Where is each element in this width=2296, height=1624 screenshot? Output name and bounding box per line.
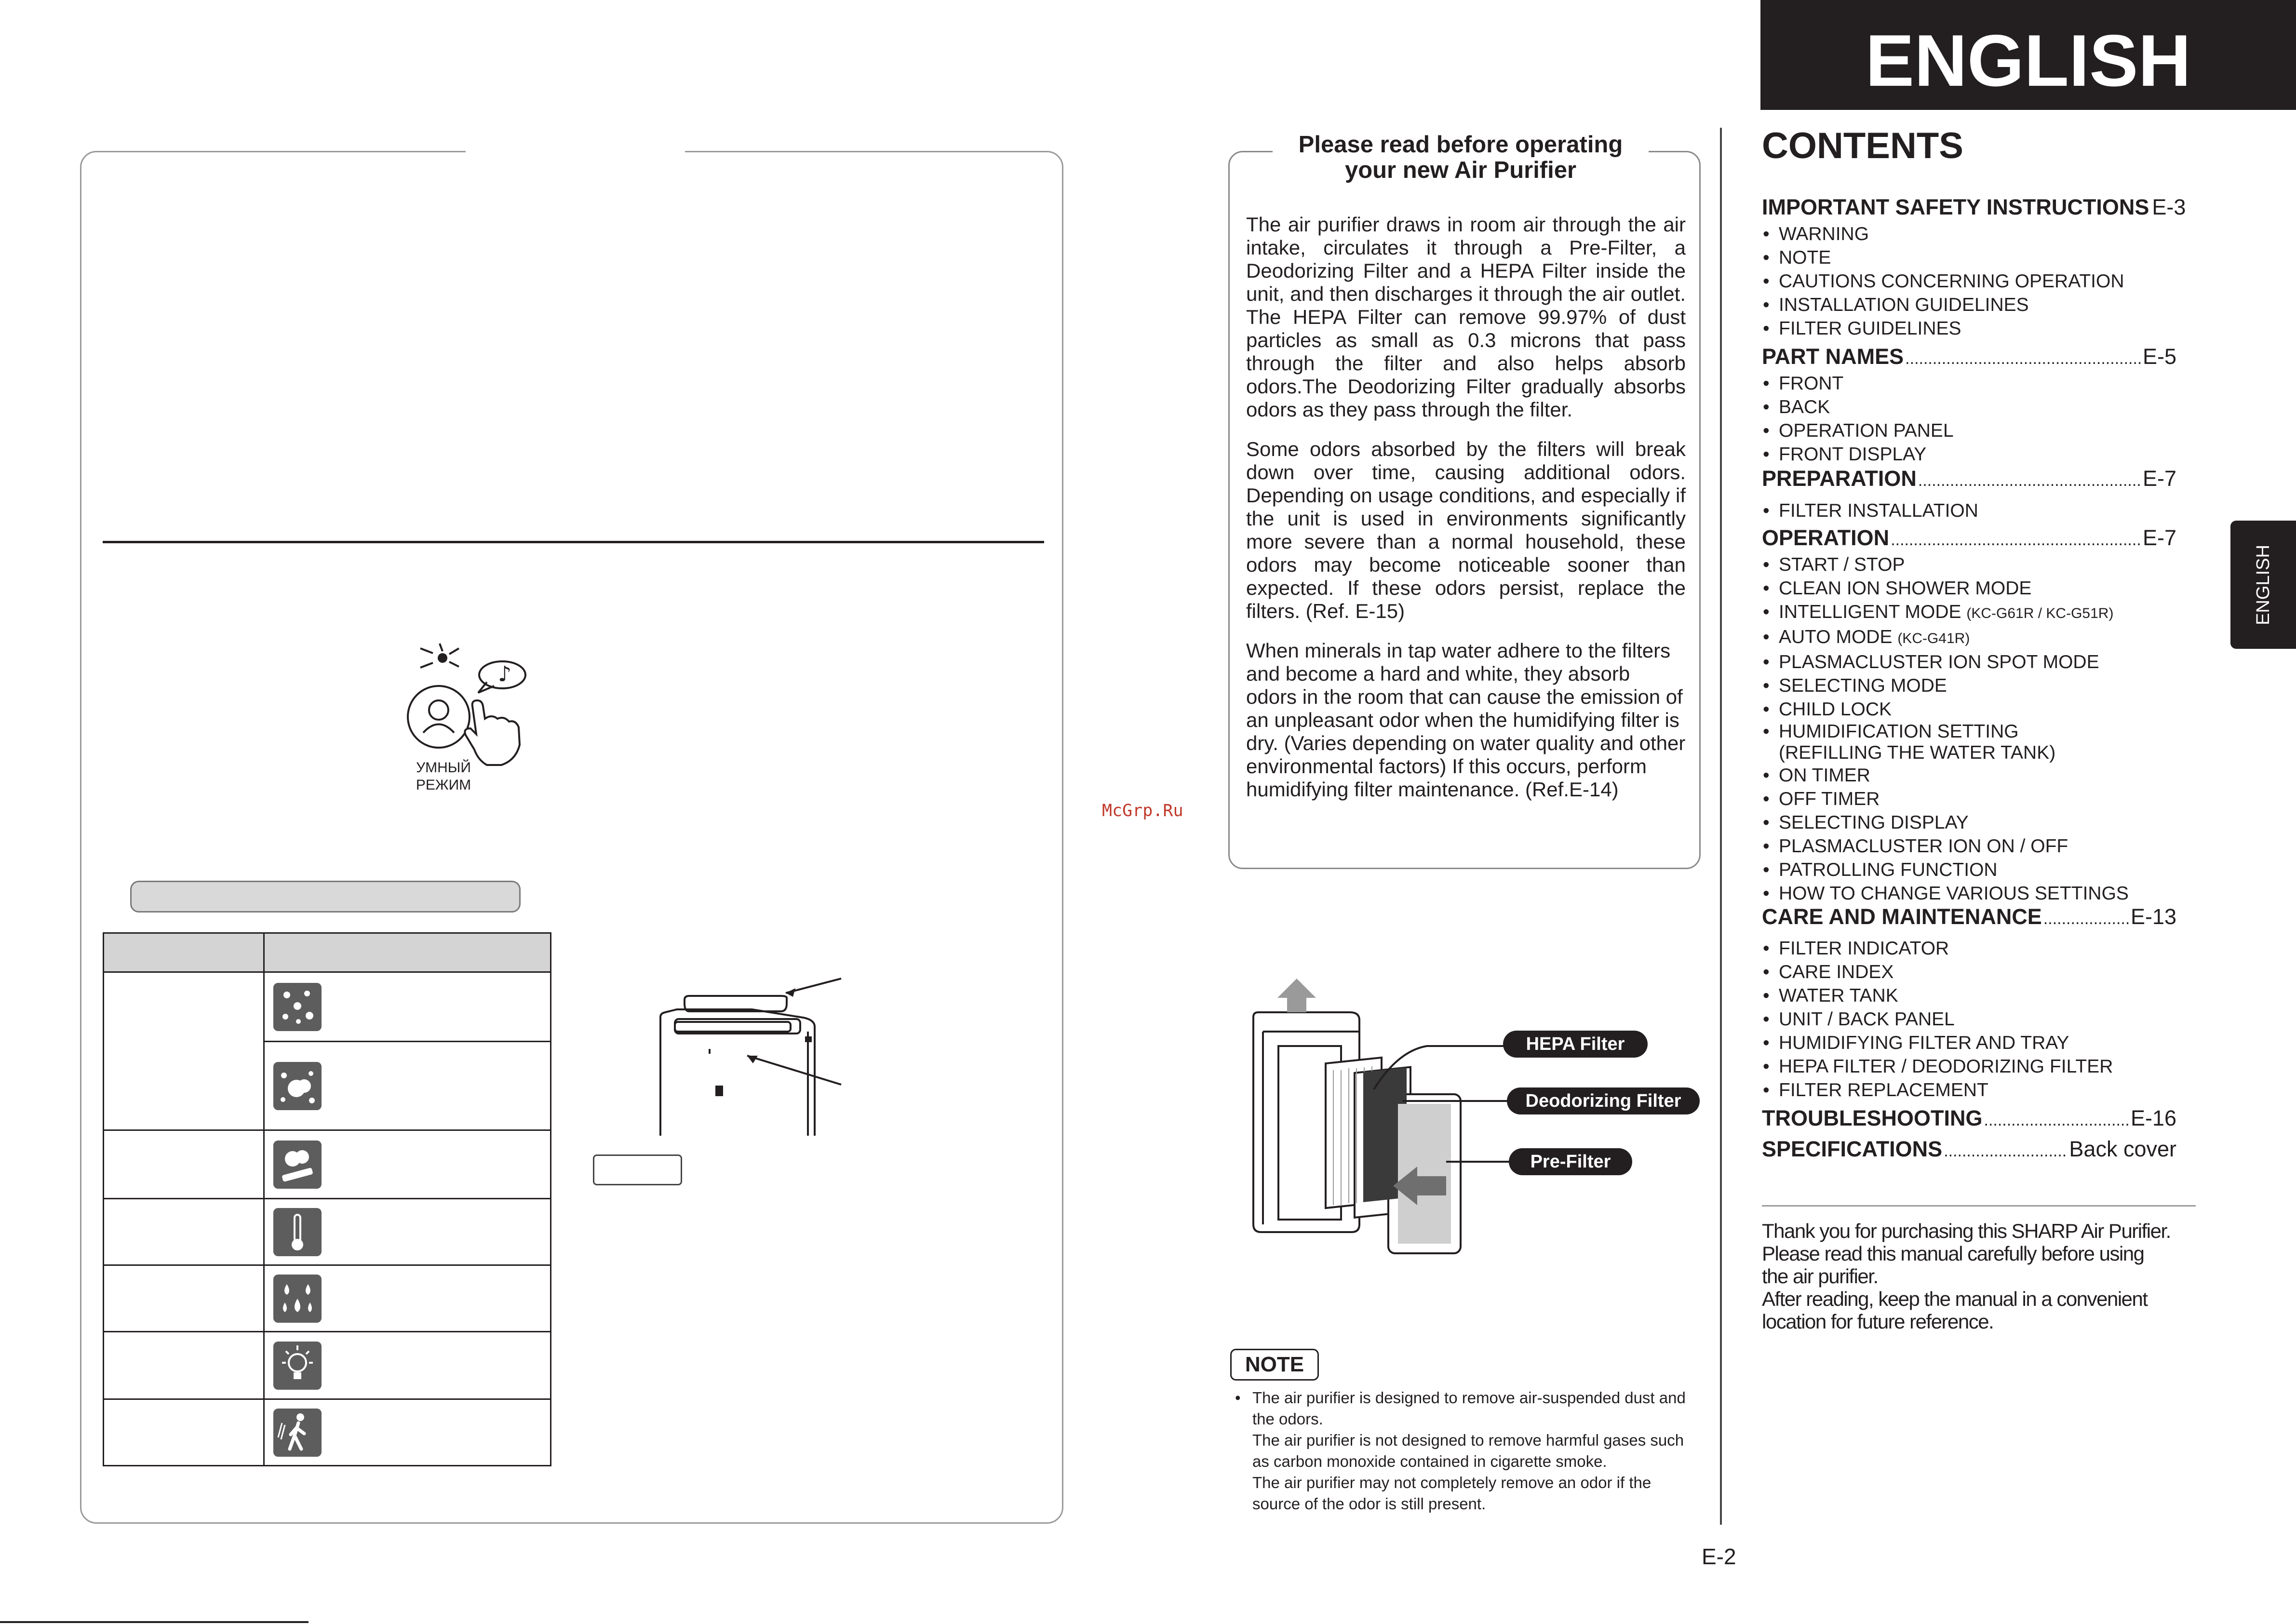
- thanks-line: location for future reference.: [1762, 1310, 1994, 1333]
- toc-subitem[interactable]: • FRONT DISPLAY: [1762, 443, 2186, 466]
- toc-list-care: [1762, 937, 2186, 1102]
- toc-leader: [1918, 467, 2141, 494]
- toc-subitem[interactable]: • PLASMACLUSTER ION ON / OFF: [1762, 834, 2186, 858]
- mode-button-label: [395, 759, 492, 794]
- sensor-icon-table: [103, 932, 551, 1466]
- toc-subitem[interactable]: • WARNING: [1762, 222, 2186, 246]
- pointing-hand-icon: [465, 700, 520, 765]
- toc-subitem-humidification[interactable]: [1762, 721, 2186, 764]
- pre-filter-label: Pre-Filter: [1509, 1148, 1632, 1175]
- thanks-line: After reading, keep the manual in a convenient: [1762, 1288, 2148, 1310]
- toc-page: E-7: [2142, 525, 2176, 550]
- toc-model-note: (KC-G61R / KC-G51R): [1966, 605, 2114, 621]
- toc-entry-troubleshooting[interactable]: [1762, 1105, 2176, 1134]
- table-row: [104, 1332, 551, 1399]
- toc-list-operation: [1762, 553, 2186, 905]
- toc-subitem[interactable]: • HOW TO CHANGE VARIOUS SETTINGS: [1762, 882, 2186, 905]
- table-cell: [264, 1399, 551, 1466]
- table-header-row: [104, 933, 551, 972]
- toc-subitem[interactable]: • PLASMACLUSTER ION SPOT MODE: [1762, 650, 2186, 674]
- table-row: [104, 1130, 551, 1199]
- thanks-line: Please read this manual carefully before using: [1762, 1242, 2144, 1265]
- section-divider-line: [103, 541, 1044, 543]
- toc-model-note: (KC-G41R): [1897, 631, 1970, 646]
- toc-entry-part-names[interactable]: [1762, 343, 2176, 372]
- table-header-cell: [264, 933, 551, 972]
- table-row: [104, 1265, 551, 1332]
- note-text: The air purifier is not designed to remove harmful gases such as carbon monoxide contained in cigarette smoke.: [1252, 1431, 1684, 1470]
- mode-button-circle: [408, 686, 470, 748]
- notice-title-line2: your new Air Purifier: [1344, 157, 1577, 183]
- toc-subitem[interactable]: • BACK: [1762, 395, 2186, 419]
- table-cell: [104, 1199, 264, 1265]
- toc-subitem-text: (REFILLING THE WATER TANK): [1779, 742, 2056, 763]
- toc-subitem[interactable]: • INSTALLATION GUIDELINES: [1762, 293, 2186, 317]
- table-cell: [264, 1199, 551, 1265]
- toc-leader: [1984, 1107, 2129, 1134]
- table-cell: [104, 1332, 264, 1399]
- table-cell: [104, 972, 264, 1130]
- toc-subitem[interactable]: • OFF TIMER: [1762, 787, 2186, 811]
- light-ray: [440, 644, 443, 651]
- toc-entry-care[interactable]: [1762, 903, 2176, 932]
- toc-page: E-3: [2152, 195, 2186, 219]
- note-badge: NOTE: [1230, 1349, 1319, 1381]
- toc-entry-preparation[interactable]: [1762, 465, 2176, 494]
- thermometer-icon: [273, 1208, 322, 1256]
- toc-leader: [1944, 1138, 2068, 1165]
- toc-title: CARE AND MAINTENANCE: [1762, 904, 2042, 929]
- thanks-line: the air purifier.: [1762, 1265, 1878, 1288]
- toc-subitem[interactable]: • CLEAN ION SHOWER MODE: [1762, 577, 2186, 600]
- thanks-divider: [1762, 1205, 2196, 1207]
- language-header-tab: ENGLISH: [1760, 0, 2296, 110]
- toc-subitem[interactable]: • UNIT / BACK PANEL: [1762, 1007, 2186, 1031]
- notice-title: [1273, 132, 1649, 183]
- side-tab-text: ENGLISH: [2253, 544, 2273, 625]
- table-cell: [104, 1265, 264, 1332]
- toc-page: E-5: [2142, 344, 2176, 369]
- toc-subitem[interactable]: • ON TIMER: [1762, 764, 2186, 787]
- toc-subitem[interactable]: • FILTER REPLACEMENT: [1762, 1078, 2186, 1102]
- toc-subitem[interactable]: • HUMIDIFYING FILTER AND TRAY: [1762, 1031, 2186, 1055]
- small-label-box: [593, 1154, 682, 1185]
- filter-exploded-illustration: [1244, 974, 1514, 1273]
- grey-heading-bar: [130, 881, 521, 913]
- thanks-line: Thank you for purchasing this SHARP Air Purifier.: [1762, 1220, 2171, 1242]
- toc-subitem[interactable]: • NOTE: [1762, 246, 2186, 269]
- toc-subitem[interactable]: • CARE INDEX: [1762, 960, 2186, 984]
- contents-title: CONTENTS: [1762, 125, 1963, 166]
- toc-leader: [1891, 526, 2141, 553]
- light-ray: [420, 663, 433, 668]
- toc-subitem[interactable]: • FILTER GUIDELINES: [1762, 317, 2186, 340]
- toc-subitem[interactable]: • FILTER INDICATOR: [1762, 937, 2186, 960]
- toc-title: TROUBLESHOOTING: [1762, 1106, 1983, 1130]
- toc-subitem[interactable]: • CAUTIONS CONCERNING OPERATION: [1762, 269, 2186, 293]
- intelligent-mode-button-illustration: [395, 634, 540, 774]
- toc-subitem[interactable]: • HEPA FILTER / DEODORIZING FILTER: [1762, 1055, 2186, 1078]
- notice-title-line1: Please read before operating: [1298, 132, 1623, 158]
- toc-subitem-text: AUTO MODE: [1779, 627, 1893, 647]
- unit-top-illustration: [656, 969, 848, 1142]
- toc-title: IMPORTANT SAFETY INSTRUCTIONS: [1762, 195, 2149, 219]
- callout-leader-line: [747, 1056, 841, 1085]
- toc-page: E-7: [2142, 466, 2176, 491]
- hepa-filter-label: HEPA Filter: [1503, 1031, 1648, 1058]
- light-bulb-icon: [273, 1342, 322, 1390]
- page-number: E-2: [1702, 1544, 1736, 1569]
- table-cell: [264, 1130, 551, 1199]
- table-cell: [104, 1130, 264, 1199]
- toc-list-preparation: [1762, 499, 2186, 523]
- toc-subitem[interactable]: • WATER TANK: [1762, 984, 2186, 1007]
- airflow-up-arrow: [1277, 979, 1316, 1012]
- toc-subitem[interactable]: • CHILD LOCK: [1762, 698, 2186, 721]
- toc-subitem-auto[interactable]: [1762, 625, 2186, 650]
- page-bottom-rule: [0, 1621, 309, 1623]
- toc-subitem-text: HUMIDIFICATION SETTING: [1779, 721, 2019, 742]
- mode-label-line1: УМНЫЙ: [416, 760, 471, 776]
- deodorizing-filter-label: Deodorizing Filter: [1507, 1087, 1700, 1114]
- table-cell: [264, 1265, 551, 1332]
- toc-list-part-names: [1762, 372, 2186, 466]
- notice-paragraph-2: Some odors absorbed by the filters will break down over time, causing additional odors. Depending on usage conditions, and especially if the unit is used in environments significantly more severe than a normal household, these odors may become noticeable sooner than expected. If these odors persist, replace the filters. (Ref. E-15): [1246, 438, 1686, 622]
- language-side-tab-label: [2230, 521, 2296, 649]
- note-text: The air purifier may not completely remove an odor if the source of the odor is still present.: [1252, 1474, 1652, 1513]
- toc-leader: [2043, 905, 2129, 932]
- toc-title: PREPARATION: [1762, 466, 1917, 491]
- table-header-cell: [104, 933, 264, 972]
- toc-subitem-intelligent[interactable]: [1762, 600, 2186, 625]
- toc-subitem[interactable]: • PATROLLING FUNCTION: [1762, 858, 2186, 882]
- toc-page: E-13: [2130, 904, 2176, 929]
- toc-leader: [1905, 345, 2141, 372]
- watermark: McGrp.Ru: [1102, 801, 1183, 820]
- toc-list-safety: [1762, 222, 2186, 340]
- toc-subitem[interactable]: • SELECTING DISPLAY: [1762, 811, 2186, 834]
- toc-title: SPECIFICATIONS: [1762, 1137, 1943, 1161]
- note-list: [1233, 1387, 1696, 1515]
- thanks-paragraph: [1762, 1220, 2215, 1333]
- table-cell: [264, 1332, 551, 1399]
- notice-paragraph-3: When minerals in tap water adhere to the filters and become a hard and white, they absorb odors in the room that can cause the emission of an unpleasant odor when the humidifying filter is dry. (Varies depending on water quality and other environmental factors) If this occurs, perform humidifying filter maintenance. (Ref.E-14): [1246, 639, 1686, 801]
- note-text: The air purifier is designed to remove air-suspended dust and the odors.: [1252, 1389, 1686, 1428]
- music-note-icon: ♪: [498, 662, 512, 686]
- toc-entry-safety[interactable]: [1762, 194, 2186, 223]
- note-item: [1233, 1387, 1696, 1515]
- toc-title: PART NAMES: [1762, 344, 1904, 369]
- sensor-window-icon: [715, 1086, 723, 1096]
- toc-subitem[interactable]: • START / STOP: [1762, 553, 2186, 577]
- toc-subitem[interactable]: • FILTER INSTALLATION: [1762, 499, 2186, 523]
- person-body-icon: [423, 725, 454, 733]
- humidity-drops-icon: [273, 1275, 322, 1323]
- table-cell: [264, 1042, 551, 1130]
- toc-entry-operation[interactable]: [1762, 524, 2176, 553]
- person-head-icon: [429, 700, 448, 720]
- table-cell: [104, 1399, 264, 1466]
- odor-cloud-icon: [273, 1062, 322, 1110]
- walking-person-icon: [273, 1409, 322, 1457]
- toc-entry-specifications[interactable]: [1762, 1136, 2176, 1165]
- toc-subitem[interactable]: • FRONT: [1762, 372, 2186, 395]
- dust-particles-icon: [273, 983, 322, 1031]
- light-ray: [449, 662, 459, 667]
- toc-page: E-16: [2130, 1106, 2176, 1130]
- toc-subitem[interactable]: • SELECTING MODE: [1762, 674, 2186, 698]
- notice-paragraph-1: The air purifier draws in room air through the air intake, circulates it through a Pre-Filter, a Deodorizing Filter and a HEPA Filter inside the unit, and then discharges it through the air outlet. The HEPA Filter can remove 99.97% of dust particles as small as 0.3 microns that pass through the filter and also helps absorb odors.The Deodorizing Filter gradually absorbs odors as they pass through the filter.: [1246, 213, 1686, 421]
- smoke-icon: [273, 1141, 322, 1189]
- light-ray: [420, 648, 433, 653]
- table-cell: [264, 972, 551, 1042]
- table-row: [104, 1199, 551, 1265]
- column-divider: [1720, 128, 1722, 1525]
- table-row: [104, 972, 551, 1042]
- mode-label-line2: РЕЖИМ: [416, 777, 471, 793]
- toc-subitem-text: INTELLIGENT MODE: [1779, 602, 1961, 622]
- frame-title-gap: [466, 145, 685, 159]
- toc-subitem[interactable]: • OPERATION PANEL: [1762, 419, 2186, 443]
- indicator-light-icon: [438, 653, 447, 663]
- toc-page: Back cover: [2069, 1137, 2176, 1161]
- toc-title: OPERATION: [1762, 525, 1890, 550]
- light-ray: [449, 648, 459, 654]
- table-row: [104, 1399, 551, 1466]
